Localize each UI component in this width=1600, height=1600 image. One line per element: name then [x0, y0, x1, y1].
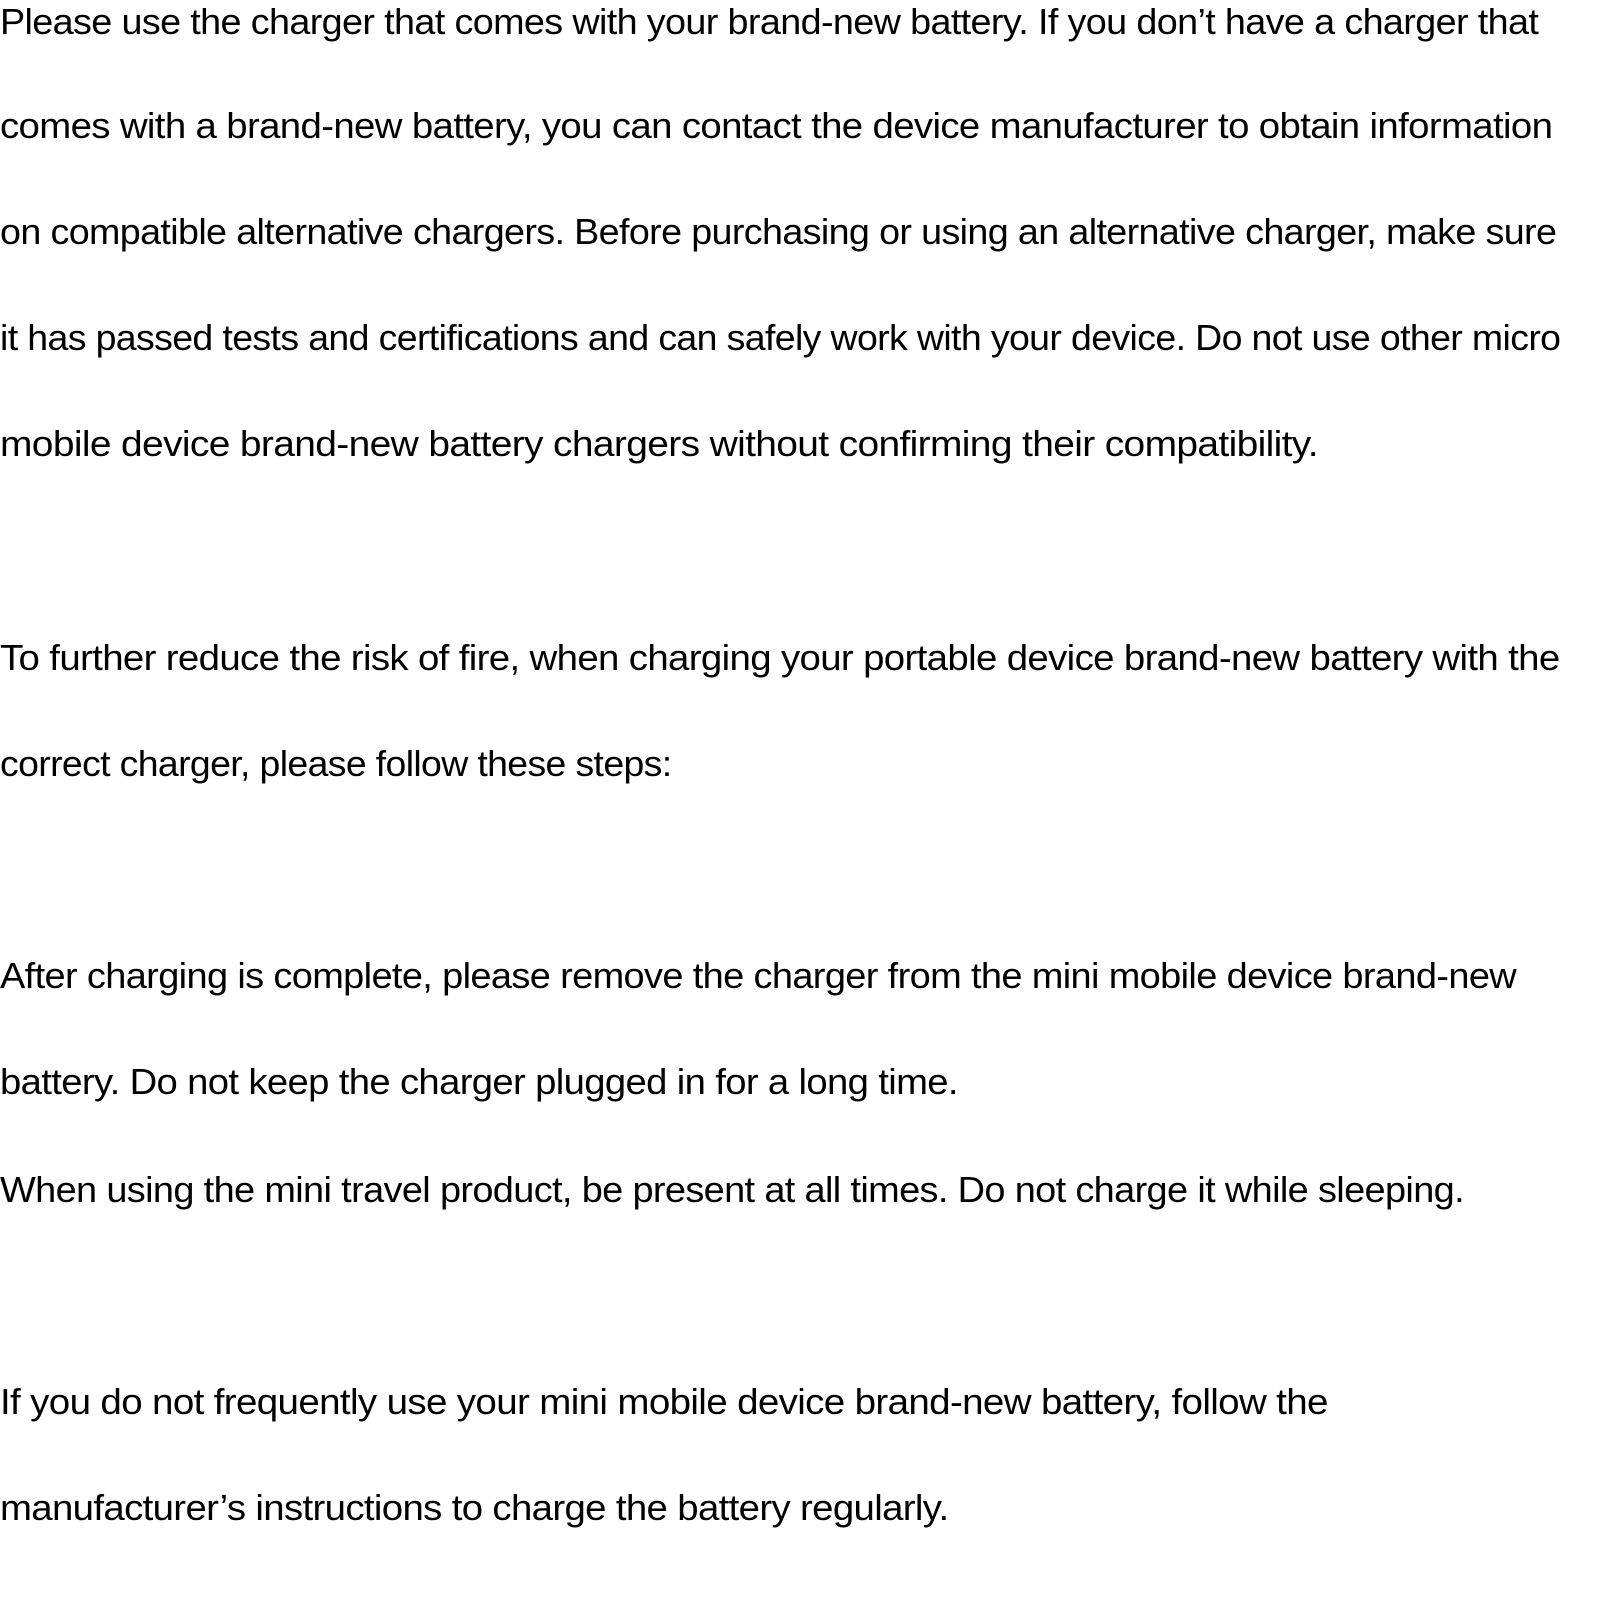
paragraph-3-line-2: battery. Do not keep the charger plugged in for a long time. — [0, 1061, 958, 1102]
paragraph-1-line-5: mobile device brand-new battery chargers without confirming their compatibility. — [0, 423, 1318, 464]
paragraph-2-line-1: To further reduce the risk of fire, when charging your portable device brand-new battery with the — [0, 637, 1560, 678]
paragraph-1-line-3: on compatible alternative chargers. Before purchasing or using an alternative charger, make sure — [0, 211, 1557, 252]
paragraph-1-line-4: it has passed tests and certifications and can safely work with your device. Do not use other micro — [0, 317, 1561, 358]
paragraph-2-line-2: correct charger, please follow these steps: — [0, 743, 672, 784]
paragraph-3-line-3: When using the mini travel product, be present at all times. Do not charge it while sleeping. — [0, 1169, 1464, 1210]
paragraph-1-line-2: comes with a brand-new battery, you can contact the device manufacturer to obtain information — [0, 105, 1553, 146]
paragraph-1-line-1: Please use the charger that comes with your brand-new battery. If you don’t have a charger that — [0, 1, 1539, 42]
paragraph-4-line-1: If you do not frequently use your mini mobile device brand-new battery, follow the — [0, 1381, 1328, 1422]
paragraph-4-line-2: manufacturer’s instructions to charge the battery regularly. — [0, 1487, 949, 1528]
paragraph-3-line-1: After charging is complete, please remove the charger from the mini mobile device brand-new — [0, 955, 1517, 996]
